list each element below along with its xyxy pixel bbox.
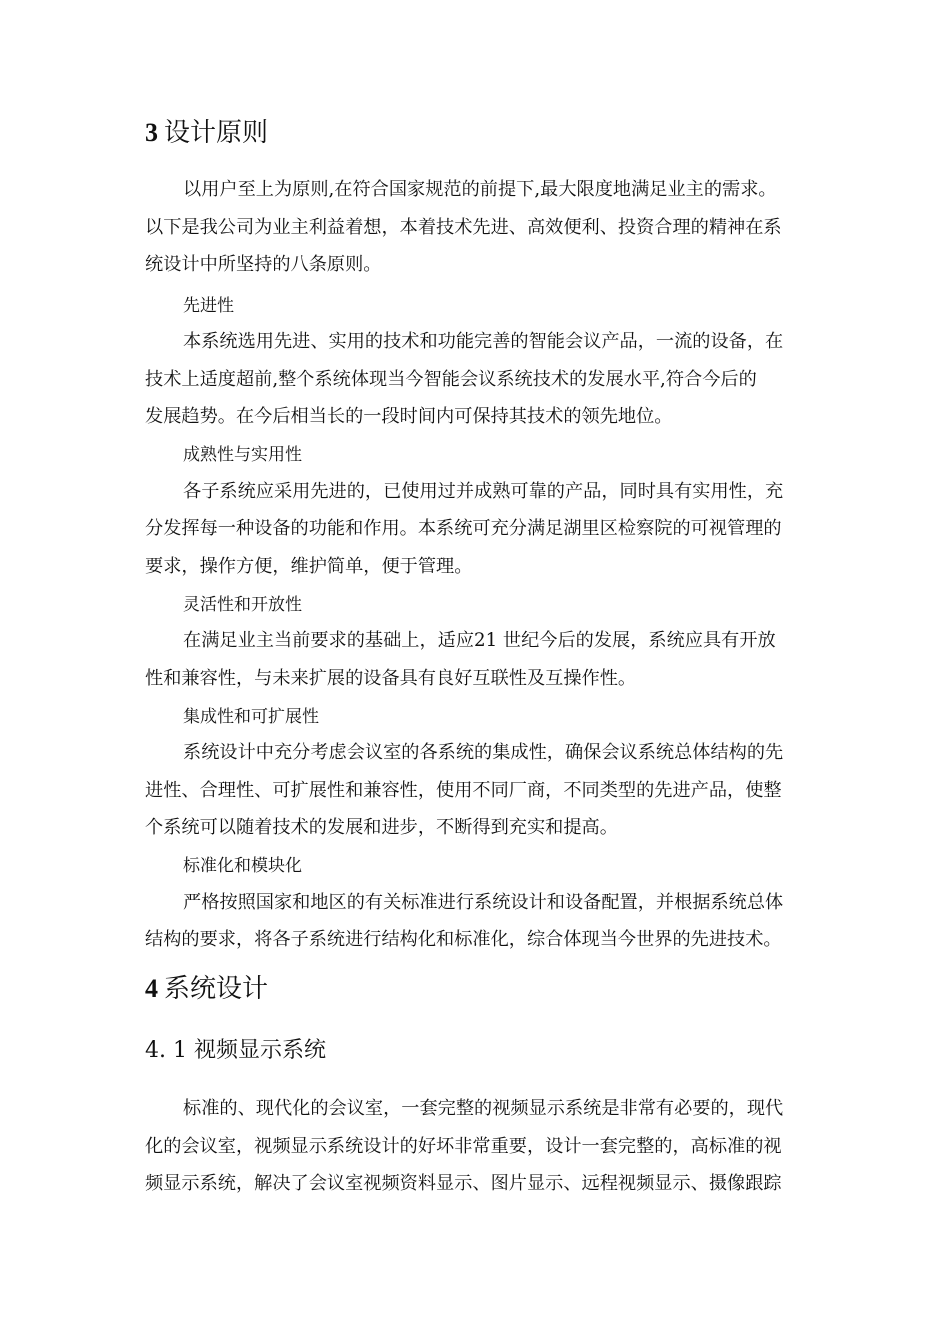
paragraph-line: 频显示系统，解决了会议室视频资料显示、图片显示、远程视频显示、摄像跟踪 <box>145 1173 782 1194</box>
paragraph-line: 本系统选用先进、实用的技术和功能完善的智能会议产品，一流的设备，在 <box>183 331 784 352</box>
principle-title: 标准化和模块化 <box>183 856 302 876</box>
principle-title: 成熟性与实用性 <box>183 445 302 465</box>
principle-title: 先进性 <box>183 296 234 316</box>
paragraph-line: 要求，操作方便，维护简单，便于管理。 <box>145 556 473 577</box>
paragraph-line: 进性、合理性、可扩展性和兼容性，使用不同厂商，不同类型的先进产品，使整 <box>145 780 782 801</box>
paragraph-line: 结构的要求，将各子系统进行结构化和标准化，综合体现当今世界的先进技术。 <box>145 929 782 950</box>
paragraph-line: 统设计中所坚持的八条原则。 <box>145 254 382 275</box>
principle-title: 集成性和可扩展性 <box>183 707 319 727</box>
paragraph-line: 发展趋势。在今后相当长的一段时间内可保持其技术的领先地位。 <box>145 406 673 427</box>
section-number: 4 <box>145 974 158 1003</box>
paragraph-line: 以用户至上为原则,在符合国家规范的前提下,最大限度地满足业主的需求。 <box>183 179 777 200</box>
paragraph-line: 个系统可以随着技术的发展和进步，不断得到充实和提高。 <box>145 817 618 838</box>
paragraph-line: 化的会议室，视频显示系统设计的好坏非常重要，设计一套完整的，高标准的视 <box>145 1136 782 1157</box>
paragraph-line: 分发挥每一种设备的功能和作用。本系统可充分满足湖里区检察院的可视管理的 <box>145 518 782 539</box>
section-3-heading <box>145 117 268 149</box>
principle-title: 灵活性和开放性 <box>183 595 302 615</box>
section-title: 系统设计 <box>164 974 269 1004</box>
paragraph-line: 以下是我公司为业主利益着想，本着技术先进、高效便利、投资合理的精神在系 <box>145 217 782 238</box>
subsection-heading: 4. 1 视频显示系统 <box>145 1038 326 1063</box>
paragraph-line: 技术上适度超前,整个系统体现当今智能会议系统技术的发展水平,符合今后的 <box>145 369 757 390</box>
section-4-heading <box>145 973 268 1005</box>
paragraph-line: 性和兼容性，与未来扩展的设备具有良好互联性及互操作性。 <box>145 668 637 689</box>
paragraph-line: 系统设计中充分考虑会议室的各系统的集成性，确保会议系统总体结构的先 <box>183 742 784 763</box>
paragraph-line: 各子系统应采用先进的，已使用过并成熟可靠的产品，同时具有实用性，充 <box>183 481 784 502</box>
section-number: 3 <box>145 118 158 147</box>
paragraph-line: 标准的、现代化的会议室，一套完整的视频显示系统是非常有必要的，现代 <box>183 1098 784 1119</box>
paragraph-line: 严格按照国家和地区的有关标准进行系统设计和设备配置，并根据系统总体 <box>183 892 784 913</box>
paragraph-line: 在满足业主当前要求的基础上，适应21 世纪今后的发展，系统应具有开放 <box>183 630 776 651</box>
section-title: 设计原则 <box>164 118 269 148</box>
